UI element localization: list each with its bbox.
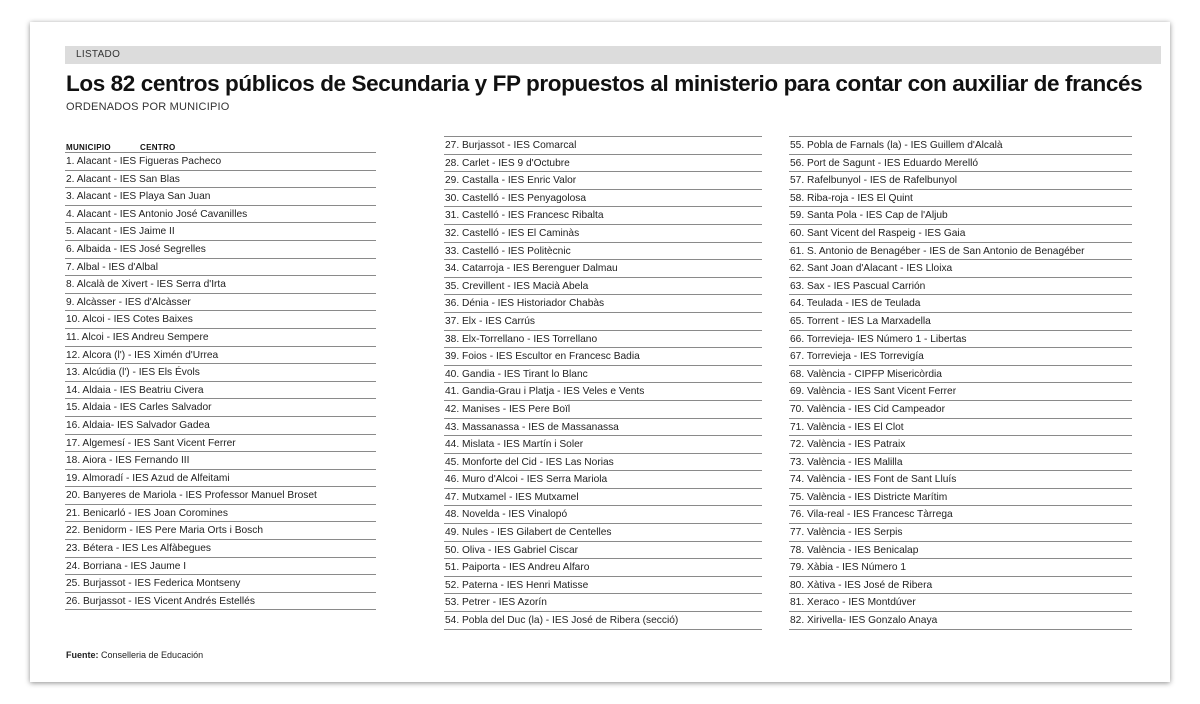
- list-item: 13. Alcúdia (l') - IES Els Évols: [65, 364, 376, 382]
- list-item: 39. Foios - IES Escultor en Francesc Badia: [444, 348, 762, 366]
- list-item: 4. Alacant - IES Antonio José Cavanilles: [65, 206, 376, 224]
- list-item: 49. Nules - IES Gilabert de Centelles: [444, 524, 762, 542]
- list-item: 11. Alcoi - IES Andreu Sempere: [65, 329, 376, 347]
- source-label: Fuente:: [66, 650, 99, 660]
- list-item: 78. València - IES Benicalap: [789, 542, 1132, 560]
- list-item: 73. València - IES Malilla: [789, 454, 1132, 472]
- list-item: 28. Carlet - IES 9 d'Octubre: [444, 155, 762, 173]
- list-item: 70. València - IES Cid Campeador: [789, 401, 1132, 419]
- list-item: 61. S. Antonio de Benagéber - IES de San Antonio de Benagéber: [789, 243, 1132, 261]
- list-item: 20. Banyeres de Mariola - IES Professor Manuel Broset: [65, 487, 376, 505]
- subtitle: ORDENADOS POR MUNICIPIO: [66, 101, 230, 113]
- list-item: 43. Massanassa - IES de Massanassa: [444, 419, 762, 437]
- list-item: 72. València - IES Patraix: [789, 436, 1132, 454]
- list-item: 54. Pobla del Duc (la) - IES José de Ribera (secció): [444, 612, 762, 630]
- list-item: 2. Alacant - IES San Blas: [65, 171, 376, 189]
- list-item: 3. Alacant - IES Playa San Juan: [65, 188, 376, 206]
- list-item: 80. Xàtiva - IES José de Ribera: [789, 577, 1132, 595]
- list-item: 64. Teulada - IES de Teulada: [789, 295, 1132, 313]
- list-item: 36. Dénia - IES Historiador Chabàs: [444, 295, 762, 313]
- list-item: 31. Castelló - IES Francesc Ribalta: [444, 207, 762, 225]
- list-item: 55. Pobla de Farnals (la) - IES Guillem d'Alcalà: [789, 137, 1132, 155]
- list-item: 29. Castalla - IES Enric Valor: [444, 172, 762, 190]
- list-item: 59. Santa Pola - IES Cap de l'Aljub: [789, 207, 1132, 225]
- list-item: 34. Catarroja - IES Berenguer Dalmau: [444, 260, 762, 278]
- list-item: 51. Paiporta - IES Andreu Alfaro: [444, 559, 762, 577]
- list-item: 19. Almoradí - IES Azud de Alfeitami: [65, 470, 376, 488]
- list-item: 38. Elx-Torrellano - IES Torrellano: [444, 331, 762, 349]
- list-item: 5. Alacant - IES Jaime II: [65, 223, 376, 241]
- list-item: 12. Alcora (l') - IES Ximén d'Urrea: [65, 347, 376, 365]
- list-item: 77. València - IES Serpis: [789, 524, 1132, 542]
- list-item: 69. València - IES Sant Vicent Ferrer: [789, 383, 1132, 401]
- list-item: 65. Torrent - IES La Marxadella: [789, 313, 1132, 331]
- list-item: 22. Benidorm - IES Pere Maria Orts i Bosch: [65, 522, 376, 540]
- list-item: 66. Torrevieja- IES Número 1 - Libertas: [789, 331, 1132, 349]
- list-item: 24. Borriana - IES Jaume I: [65, 558, 376, 576]
- list-item: 58. Riba-roja - IES El Quint: [789, 190, 1132, 208]
- list-item: 1. Alacant - IES Figueras Pacheco: [65, 153, 376, 171]
- list-item: 62. Sant Joan d'Alacant - IES Lloixa: [789, 260, 1132, 278]
- list-item: 46. Muro d'Alcoi - IES Serra Mariola: [444, 471, 762, 489]
- list-item: 17. Algemesí - IES Sant Vicent Ferrer: [65, 435, 376, 453]
- list-item: 30. Castelló - IES Penyagolosa: [444, 190, 762, 208]
- list-item: 7. Albal - IES d'Albal: [65, 259, 376, 277]
- list-column-1: [65, 152, 376, 610]
- section-label: LISTADO: [76, 49, 121, 60]
- list-item: 50. Oliva - IES Gabriel Ciscar: [444, 542, 762, 560]
- list-item: 8. Alcalà de Xivert - IES Serra d'Irta: [65, 276, 376, 294]
- source-text: Conselleria de Educación: [101, 650, 204, 660]
- list-item: 21. Benicarló - IES Joan Coromines: [65, 505, 376, 523]
- list-item: 75. València - IES Districte Marítim: [789, 489, 1132, 507]
- list-item: 27. Burjassot - IES Comarcal: [444, 137, 762, 155]
- list-item: 71. València - IES El Clot: [789, 419, 1132, 437]
- list-item: 42. Manises - IES Pere Boïl: [444, 401, 762, 419]
- list-item: 16. Aldaia- IES Salvador Gadea: [65, 417, 376, 435]
- list-item: 18. Aiora - IES Fernando III: [65, 452, 376, 470]
- list-item: 63. Sax - IES Pascual Carrión: [789, 278, 1132, 296]
- list-item: 44. Mislata - IES Martín i Soler: [444, 436, 762, 454]
- list-item: 26. Burjassot - IES Vicent Andrés Estellés: [65, 593, 376, 611]
- list-item: 37. Elx - IES Carrús: [444, 313, 762, 331]
- header-centro: CENTRO: [140, 143, 176, 152]
- list-item: 76. Vila-real - IES Francesc Tàrrega: [789, 506, 1132, 524]
- list-column-2: [444, 136, 762, 630]
- list-item: 82. Xirivella- IES Gonzalo Anaya: [789, 612, 1132, 630]
- list-item: 68. València - CIPFP Misericòrdia: [789, 366, 1132, 384]
- section-bar: [65, 46, 1161, 64]
- header-municipio: MUNICIPIO: [66, 143, 111, 152]
- list-item: 9. Alcàsser - IES d'Alcàsser: [65, 294, 376, 312]
- list-item: 35. Crevillent - IES Macià Abela: [444, 278, 762, 296]
- list-item: 52. Paterna - IES Henri Matisse: [444, 577, 762, 595]
- source-footer: [66, 650, 203, 660]
- list-item: 10. Alcoi - IES Cotes Baixes: [65, 311, 376, 329]
- headline: Los 82 centros públicos de Secundaria y FP propuestos al ministerio para contar con auxiliar de francés: [66, 71, 1143, 96]
- list-item: 53. Petrer - IES Azorín: [444, 594, 762, 612]
- list-item: 23. Bétera - IES Les Alfàbegues: [65, 540, 376, 558]
- list-item: 32. Castelló - IES El Caminàs: [444, 225, 762, 243]
- list-item: 74. València - IES Font de Sant Lluís: [789, 471, 1132, 489]
- list-item: 40. Gandia - IES Tirant lo Blanc: [444, 366, 762, 384]
- list-item: 14. Aldaia - IES Beatriu Civera: [65, 382, 376, 400]
- list-item: 57. Rafelbunyol - IES de Rafelbunyol: [789, 172, 1132, 190]
- list-item: 25. Burjassot - IES Federica Montseny: [65, 575, 376, 593]
- list-item: 56. Port de Sagunt - IES Eduardo Merelló: [789, 155, 1132, 173]
- list-item: 6. Albaida - IES José Segrelles: [65, 241, 376, 259]
- list-item: 81. Xeraco - IES Montdúver: [789, 594, 1132, 612]
- list-item: 67. Torrevieja - IES Torrevigía: [789, 348, 1132, 366]
- list-column-3: [789, 136, 1132, 630]
- list-item: 15. Aldaia - IES Carles Salvador: [65, 399, 376, 417]
- list-item: 60. Sant Vicent del Raspeig - IES Gaia: [789, 225, 1132, 243]
- list-item: 48. Novelda - IES Vinalopó: [444, 506, 762, 524]
- list-item: 41. Gandia-Grau i Platja - IES Veles e Vents: [444, 383, 762, 401]
- list-item: 33. Castelló - IES Politècnic: [444, 243, 762, 261]
- list-item: 45. Monforte del Cid - IES Las Norias: [444, 454, 762, 472]
- list-item: 79. Xàbia - IES Número 1: [789, 559, 1132, 577]
- list-item: 47. Mutxamel - IES Mutxamel: [444, 489, 762, 507]
